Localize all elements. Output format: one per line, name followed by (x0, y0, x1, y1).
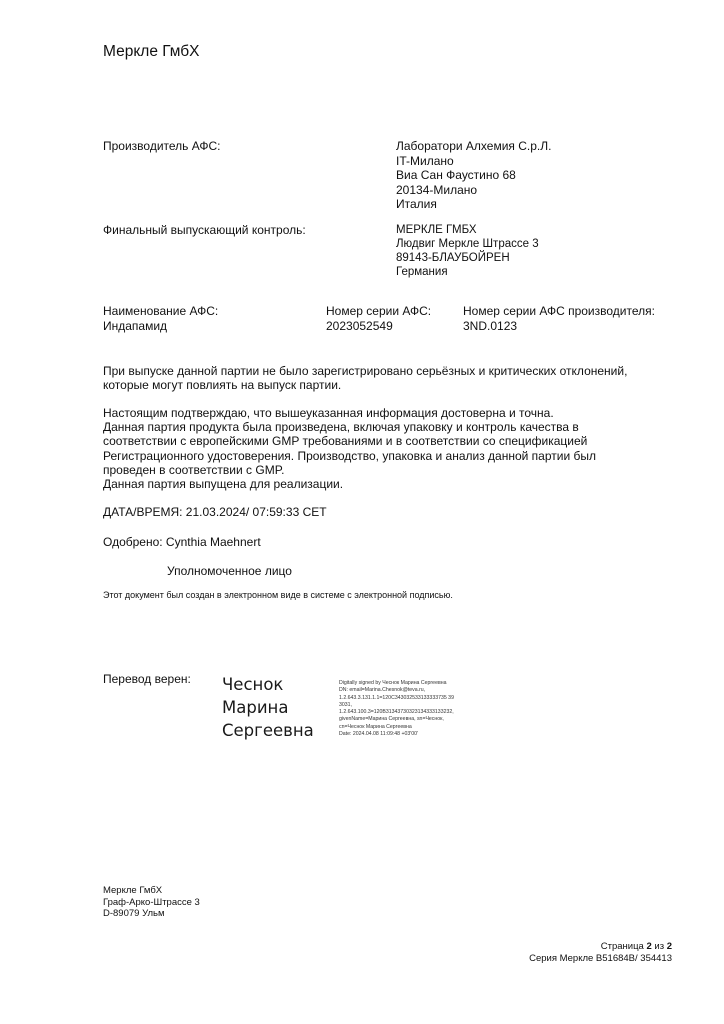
page-prefix: Страница (600, 941, 647, 952)
api-name-value: Индапамид (103, 319, 168, 333)
page-total: 2 (666, 941, 672, 952)
qualified-person-role: Уполномоченное лицо (167, 564, 292, 578)
signature-detail-line: Digitally signed by Чеснок Марина Сергеевна (339, 680, 447, 686)
page-separator: из (651, 941, 667, 952)
footer-address-line: Меркле ГмбХ (103, 885, 163, 896)
signature-detail-line: givenName=Марина Сергеевна, sn=Чеснок, (339, 716, 444, 723)
paragraph-line: Регистрационного удостоверения. Производство, упаковка и анализ данной партии был (103, 448, 596, 463)
page-number (529, 941, 672, 953)
mfr-batch-label: Номер серии АФС производителя: (463, 304, 655, 318)
page-current: 2 (646, 941, 652, 952)
release-datetime: ДАТА/ВРЕМЯ: 21.03.2024/ 07:59:33 CET (103, 505, 327, 519)
paragraph-line: соответствии с европейскими GMP требованиями и в соответствии со спецификацией (103, 434, 588, 449)
translation-label: Перевод верен: (103, 672, 191, 686)
final-release-address (396, 223, 539, 279)
signer-name-line: Чеснок (222, 675, 284, 694)
approved-by: Одобрено: Cynthia Maehnert (103, 535, 261, 549)
address-line: МЕРКЛЕ ГМБХ (396, 224, 477, 236)
paragraph-line: которые могут повлиять на выпуск партии. (103, 378, 342, 393)
batch-series: Серия Меркле B51684B/ 354413 (529, 952, 672, 964)
api-batch-value: 2023052549 (326, 319, 393, 333)
paragraph-line: Данная партия выпущена для реализации. (103, 477, 344, 492)
paragraph-line: При выпуске данной партии не было зарегистрировано серьёзных и критических отклонений, (103, 364, 628, 378)
signature-detail-line: 1.2.643.3.131.1.1=120C343032533133333735 39 (339, 694, 454, 701)
paragraph-line: Данная партия продукта была произведена, включая упаковку и контроль качества в (103, 420, 579, 435)
signature-detail-line: Date: 2024.04.08 11:09:48 +03'00' (339, 731, 419, 738)
electronic-document-note: Этот документ был создан в электронном виде в системе с электронной подписью. (103, 590, 453, 600)
address-line: Виа Сан Фаустино 68 (396, 168, 516, 182)
page-info (529, 941, 672, 964)
address-line: Германия (396, 266, 448, 278)
signer-name-line: Марина (222, 698, 289, 717)
address-line: Италия (396, 197, 437, 211)
manufacturer-label: Производитель АФС: (103, 139, 221, 153)
address-line: Людвиг Меркле Штрассе 3 (396, 238, 539, 250)
address-line: IT-Милано (396, 153, 454, 168)
deviation-statement (103, 364, 673, 392)
signature-detail-line: cn=Чеснок Марина Сергеевна (339, 723, 412, 730)
company-header: Меркле ГмбХ (103, 43, 200, 60)
final-release-label: Финальный выпускающий контроль: (103, 223, 306, 237)
address-line: 20134-Милано (396, 182, 478, 197)
signature-detail-line: 3031, (339, 701, 352, 708)
mfr-batch-value: 3ND.0123 (463, 319, 518, 333)
api-name-label: Наименование АФС: (103, 304, 219, 318)
address-line: Лаборатори Алхемия С.р.Л. (396, 139, 552, 153)
paragraph-line: Настоящим подтверждаю, что вышеуказанная информация достоверна и точна. (103, 406, 554, 420)
paragraph-line: проведен в соответствии с GMP. (103, 462, 285, 477)
signature-detail-line: DN: email=Marina.Chesnok@teva.ru, (339, 687, 426, 694)
footer-address-line: D-89079 Ульм (103, 908, 165, 919)
footer-address-line: Граф-Арко-Штрассе 3 (103, 896, 200, 908)
signer-name-signature (222, 673, 314, 742)
manufacturer-address (396, 139, 551, 212)
address-line: 89143-БЛАУБОЙРЕН (396, 252, 510, 264)
confirmation-statement (103, 406, 673, 491)
signature-detail-line: 1.2.643.100.3=120B31343730323134333133232, (339, 709, 454, 716)
digital-signature-details (339, 680, 479, 738)
signer-name-line: Сергеевна (222, 721, 314, 740)
footer-address (103, 885, 200, 920)
api-batch-label: Номер серии АФС: (326, 304, 432, 318)
